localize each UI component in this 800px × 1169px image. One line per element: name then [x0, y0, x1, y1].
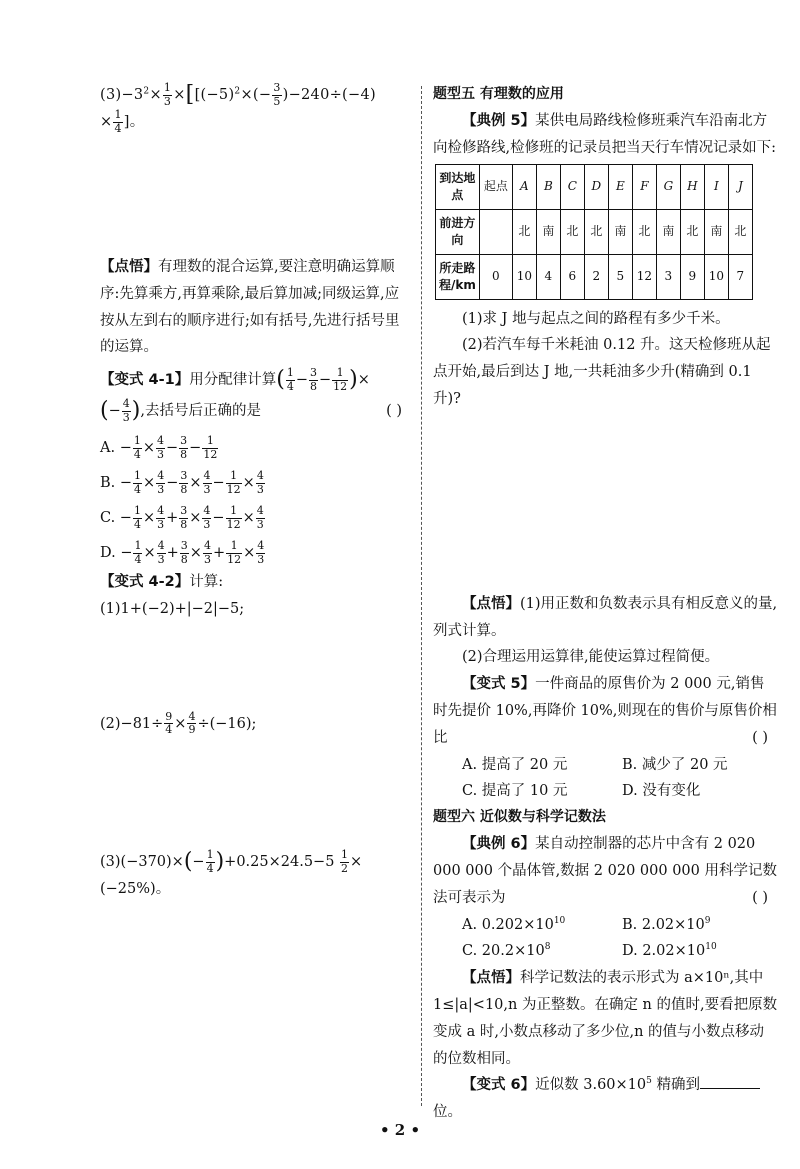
option-a[interactable]: A. − $\frac{1}{4}$ × $\frac{4}{3}$ − $\frac{3}{8}$ − $\frac{1}{12}$	[100, 434, 218, 461]
option-d[interactable]: D. 没有变化	[622, 783, 701, 800]
tip-5-part2: (2)合理运用运算律,能使运算过程简便。	[462, 649, 720, 666]
option-a[interactable]: A. 提高了 20 元	[462, 756, 568, 773]
variant-6: 【变式 6】近似数 $3.60\times 10^5$ 精确到位。	[433, 1072, 778, 1126]
option-a[interactable]: A. $0.202\times 10^{10}$	[462, 915, 566, 933]
variant-4-2: 【变式 4-2】计算:	[100, 573, 224, 590]
variant-4-2-part3-cont: (−25%)。	[100, 881, 171, 898]
option-d[interactable]: D. − $\frac{1}{4}$ × $\frac{4}{3}$ + $\frac{3}{8}$ × $\frac{4}{3}$ + $\frac{1}{12}$ × $\frac{4}{3}$	[100, 538, 265, 566]
option-d[interactable]: D. $2.02\times 10^{10}$	[622, 942, 717, 960]
section-6-title: 题型六 近似数与科学记数法	[433, 809, 606, 826]
example-5: 【典例 5】某供电局路线检修班乘汽车沿南北方向检修路线,检修班的记录员把当天行车情况记录如下:	[433, 112, 776, 156]
variant-5: 【变式 5】一件商品的原售价为 2 000 元,销售时先提价 10%,再降价 10%,则现在的售价与原售价相比 ( )	[433, 671, 778, 751]
table-row: 到达地点 起点 A B C D E F G H I J	[436, 164, 753, 209]
table-header-cell: 所走路程/km	[436, 254, 480, 299]
tip-6: 【点悟】科学记数法的表示形式为 a×10ⁿ,其中 1≤|a|<10,n 为正整数。在确定 n 的值时,要看把原数变成 a 时,小数点移动了多少位,n 的值与小数点移动的位数相同。	[433, 970, 778, 1067]
problem-3-line1: $(3)-3^2\times$ $\frac{1}{3}$ $\times[[(-5)^2\times(-$ $\frac{3}{5}$ )−240÷(−4)	[100, 81, 376, 108]
variant-4-1-cont: (− $\frac{4}{3}$ ),去括号后正确的是 ( )	[100, 397, 402, 424]
table-header-cell: 到达地点	[436, 164, 480, 209]
travel-log-table	[435, 164, 753, 300]
table-header-cell: 前进方向	[436, 209, 480, 254]
left-column	[100, 78, 412, 903]
variant-4-2-part3: (3)(−370)×(− $\frac{1}{4}$ )+0.25×24.5−5 $\frac{1}{2}$ ×	[100, 848, 363, 876]
example-6: 【典例 6】某自动控制器的芯片中含有 2 020 000 000 个晶体管,数据 2 020 000 000 用科学记数法可表示为 ( )	[433, 831, 778, 911]
fraction: $\frac{1}{4}$	[114, 107, 122, 135]
option-b[interactable]: B. 减少了 20 元	[622, 756, 728, 773]
answer-blank[interactable]	[700, 1074, 760, 1089]
option-c[interactable]: C. − $\frac{1}{4}$ × $\frac{4}{3}$ + $\frac{3}{8}$ × $\frac{4}{3}$ − $\frac{1}{12}$ × $\frac{4}{3}$	[100, 503, 264, 531]
table-row: 所走路程/km 0 10 4 6 2 5 12 3 9 10 7	[436, 254, 753, 299]
tip-5: 【点悟】(1)用正数和负数表示具有相反意义的量,列式计算。	[433, 595, 778, 639]
answer-bracket[interactable]: ( )	[386, 403, 402, 420]
fraction: $\frac{1}{3}$	[163, 81, 172, 108]
tip-paragraph: 【点悟】有理数的混合运算,要注意明确运算顺序:先算乘方,再算乘除,最后算加减;同级运算,应按从左到右的顺序进行;如有括号,先进行括号里的运算。	[100, 258, 400, 356]
table-row: 前进方向 北 南 北 北 南 北 南 北 南 北	[436, 209, 753, 254]
column-divider	[421, 86, 422, 1106]
variant-4-2-part2: (2)−81÷ $\frac{9}{4}$ × $\frac{4}{9}$ ÷(−16);	[100, 709, 257, 737]
example-5-question-2: (2)若汽车每千米耗油 0.12 升。这天检修班从起点开始,最后到达 J 地,一共耗油多少升(精确到 0.1 升)?	[433, 337, 771, 407]
variant-4-1: 【变式 4-1】用分配律计算( $\frac{1}{4}$ − $\frac{3}{8}$ − $\frac{1}{12}$ )×	[100, 366, 370, 393]
example-5-question-1: (1)求 J 地与起点之间的路程有多少千米。	[462, 310, 730, 327]
option-c[interactable]: C. $20.2\times 10^8$	[462, 942, 551, 960]
answer-bracket[interactable]: ( )	[752, 889, 768, 906]
variant-5-options	[433, 752, 778, 806]
answer-bracket[interactable]: ( )	[752, 729, 768, 746]
section-5-title: 题型五 有理数的应用	[433, 86, 564, 102]
variant-4-2-part1: (1)1+(−2)+|−2|−5;	[100, 600, 245, 617]
right-column	[433, 78, 778, 1126]
option-b[interactable]: B. − $\frac{1}{4}$ × $\frac{4}{3}$ − $\frac{3}{8}$ × $\frac{4}{3}$ − $\frac{1}{12}$ × $\frac{4}{3}$	[100, 469, 264, 496]
problem-3-line2: × $\frac{1}{4}$ ]。	[100, 107, 145, 135]
option-b[interactable]: B. $2.02\times 10^9$	[622, 915, 711, 933]
example-6-options	[433, 912, 778, 966]
fraction: $\frac{3}{5}$	[273, 81, 281, 108]
page-number: • 2 •	[379, 1121, 421, 1139]
option-c[interactable]: C. 提高了 10 元	[462, 783, 568, 800]
